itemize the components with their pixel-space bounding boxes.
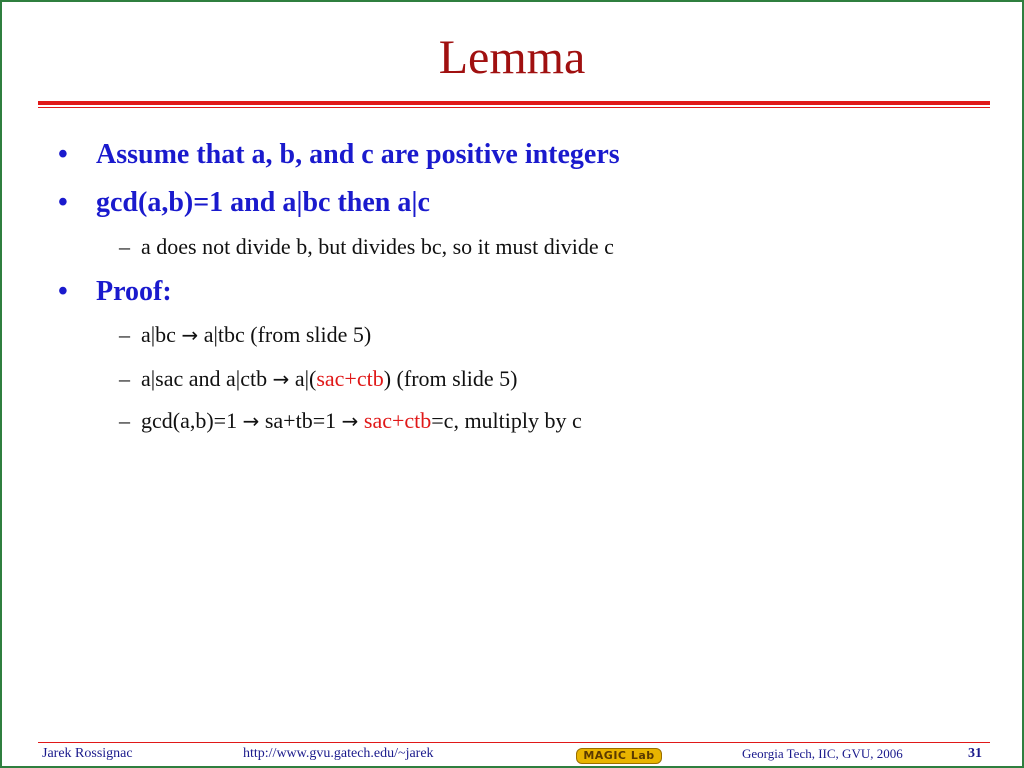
dash-icon: –: [119, 408, 130, 433]
proof-text: sa+tb=1: [259, 408, 342, 433]
proof-text: =c, multiply by c: [431, 408, 582, 433]
arrow-icon: →: [181, 323, 199, 347]
bullet-item: [58, 276, 172, 308]
footer-divider: [38, 742, 990, 743]
title-divider-thin: [38, 107, 990, 108]
page-number: 31: [968, 746, 982, 761]
dash-icon: –: [119, 322, 130, 347]
footer-author: Jarek Rossignac: [42, 746, 133, 761]
proof-text: a|tbc (from slide 5): [198, 322, 372, 347]
sub-bullet-text: a does not divide b, but divides bc, so it must divide c: [141, 234, 614, 259]
bullet-text: gcd(a,b)=1 and a|bc then a|c: [96, 187, 430, 218]
proof-text: a|sac and a|ctb: [141, 366, 273, 391]
proof-step-1: [119, 322, 371, 348]
proof-highlight: sac+ctb: [363, 408, 432, 433]
footer-url: http://www.gvu.gatech.edu/~jarek: [243, 746, 434, 761]
proof-text: ) (from slide 5): [383, 366, 518, 391]
dash-icon: –: [119, 366, 130, 391]
proof-highlight: sac+ctb: [316, 366, 384, 391]
proof-text: a|(: [289, 366, 317, 391]
bullet-text: Assume that a, b, and c are positive integers: [96, 139, 620, 170]
bullet-icon: •: [58, 139, 68, 170]
proof-step-2: [119, 366, 518, 392]
footer-affiliation: Georgia Tech, IIC, GVU, 2006: [742, 746, 903, 761]
arrow-icon: →: [272, 367, 290, 391]
bullet-text: Proof:: [96, 276, 172, 307]
arrow-icon: →: [341, 409, 359, 433]
proof-text: gcd(a,b)=1: [141, 408, 243, 433]
magic-lab-logo: MAGIC Lab: [576, 748, 662, 764]
bullet-item: [58, 139, 620, 171]
proof-text: a|bc: [141, 322, 182, 347]
proof-step-3: [119, 408, 582, 434]
title-divider: [38, 101, 990, 105]
bullet-item: [58, 187, 430, 219]
slide-title: Lemma: [438, 31, 586, 84]
bullet-icon: •: [58, 187, 68, 218]
bullet-icon: •: [58, 276, 68, 307]
sub-bullet-item: [119, 234, 614, 260]
arrow-icon: →: [242, 409, 260, 433]
dash-icon: –: [119, 234, 130, 259]
